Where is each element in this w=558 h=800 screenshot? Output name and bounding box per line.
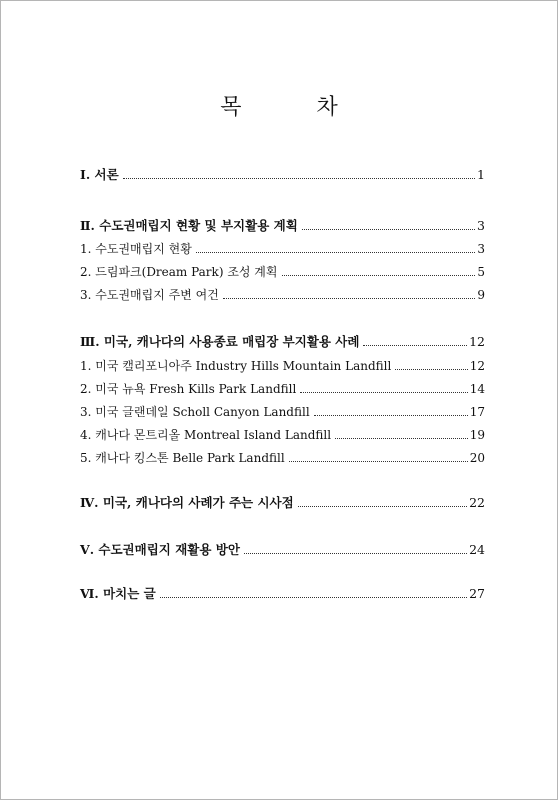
toc-entry-page: 3 xyxy=(477,242,485,256)
toc-entry-page: 5 xyxy=(477,265,485,279)
toc-entry-page: 27 xyxy=(469,586,485,601)
toc-entry-page: 3 xyxy=(477,218,485,233)
toc-entry-label: 2. 드림파크(Dream Park) 조성 계획 xyxy=(80,265,278,279)
toc-entry-3-5[interactable] xyxy=(80,446,485,466)
toc-entry-page: 9 xyxy=(477,288,485,302)
dot-leader xyxy=(363,344,467,346)
toc-entry-section-3[interactable] xyxy=(80,330,485,350)
toc-entry-label: Ⅴ. 수도권매립지 재활용 방안 xyxy=(80,542,240,557)
toc-entry-section-5[interactable] xyxy=(80,538,485,558)
toc-entry-section-1[interactable] xyxy=(80,163,485,183)
toc-entry-page: 19 xyxy=(469,428,485,442)
toc-entry-label: Ⅵ. 마치는 글 xyxy=(80,586,156,601)
toc-entry-label: 3. 미국 글랜데일 Scholl Canyon Landfill xyxy=(80,405,310,419)
dot-leader xyxy=(314,414,468,416)
toc-entry-page: 20 xyxy=(469,451,485,465)
toc-entry-label: Ⅱ. 수도권매립지 현황 및 부지활용 계획 xyxy=(80,218,298,233)
toc-entry-page: 1 xyxy=(477,167,485,182)
dot-leader xyxy=(244,552,467,554)
toc-entry-3-1[interactable] xyxy=(80,354,485,374)
toc-entry-section-6[interactable] xyxy=(80,582,485,602)
toc-entry-page: 12 xyxy=(469,334,485,349)
toc-entry-section-4[interactable] xyxy=(80,491,485,511)
toc-entry-label: 3. 수도권매립지 주변 여건 xyxy=(80,288,219,302)
toc-entry-label: 1. 미국 캘리포니아주 Industry Hills Mountain Landfill xyxy=(80,359,392,373)
dot-leader xyxy=(160,596,467,598)
dot-leader xyxy=(282,274,476,276)
toc-entry-3-2[interactable] xyxy=(80,377,485,397)
toc-entry-label: 5. 캐나다 킹스톤 Belle Park Landfill xyxy=(80,451,285,465)
dot-leader xyxy=(300,391,467,393)
toc-entry-section-2[interactable] xyxy=(80,214,485,234)
dot-leader xyxy=(395,368,467,370)
dot-leader xyxy=(223,297,476,299)
toc-entry-label: 2. 미국 뉴욕 Fresh Kills Park Landfill xyxy=(80,382,297,396)
dot-leader xyxy=(196,251,476,253)
dot-leader xyxy=(298,505,467,507)
toc-entry-page: 22 xyxy=(469,495,485,510)
toc-entry-3-3[interactable] xyxy=(80,400,485,420)
toc-entry-2-1[interactable] xyxy=(80,237,485,257)
toc-entry-page: 24 xyxy=(469,542,485,557)
toc-entry-page: 12 xyxy=(469,359,485,373)
dot-leader xyxy=(289,460,468,462)
dot-leader xyxy=(335,437,468,439)
toc-entry-2-2[interactable] xyxy=(80,260,485,280)
toc-entry-label: 1. 수도권매립지 현황 xyxy=(80,242,192,256)
toc-entry-label: Ⅳ. 미국, 캐나다의 사례가 주는 시사점 xyxy=(80,495,294,510)
dot-leader xyxy=(123,177,475,179)
toc-entry-3-4[interactable] xyxy=(80,423,485,443)
toc-entry-page: 14 xyxy=(469,382,485,396)
toc-entry-label: Ⅰ. 서론 xyxy=(80,167,119,182)
toc-entry-2-3[interactable] xyxy=(80,283,485,303)
toc-entry-page: 17 xyxy=(469,405,485,419)
toc-entry-label: 4. 캐나다 몬트리올 Montreal Island Landfill xyxy=(80,428,332,442)
dot-leader xyxy=(302,228,475,230)
page-title: 목 차 xyxy=(220,95,372,120)
toc-entry-label: Ⅲ. 미국, 캐나다의 사용종료 매립장 부지활용 사례 xyxy=(80,334,360,349)
